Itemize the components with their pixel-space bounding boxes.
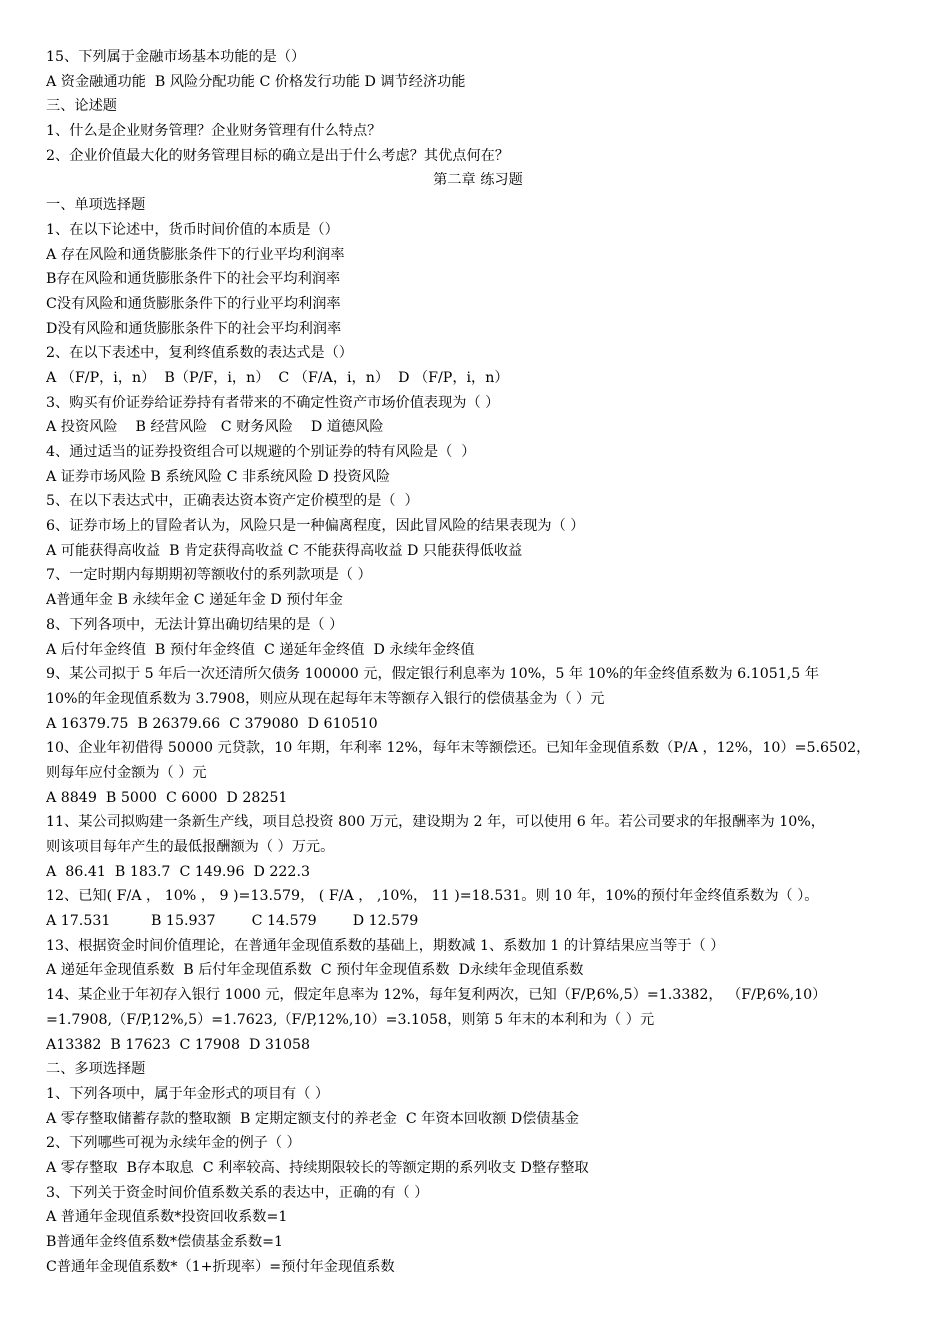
question-4: 4、通过适当的证券投资组合可以规避的个别证券的特有风险是（ ） [46, 444, 476, 460]
multi-question-2: 2、下列哪些可视为永续年金的例子（ ） [46, 1135, 301, 1152]
multi-option-3c: C普通年金现值系数*（1+折现率）=预付年金现值系数 [46, 1258, 395, 1275]
multi-question-3: 3、下列关于资金时间价值系数关系的表达中，正确的有（ ） [46, 1184, 429, 1201]
question-15: 15、下列属于金融市场基本功能的是（） [46, 49, 306, 65]
multi-question-1: 1、下列各项中，属于年金形式的项目有（ ） [46, 1085, 330, 1102]
options-14: A13382 B 17623 C 17908 D 31058 [46, 1036, 311, 1053]
options-8: A 后付年金终值 B 预付年金终值 C 递延年金终值 D 永续年金终值 [46, 641, 475, 658]
multi-options-1: A 零存整取储蓄存款的整取额 B 定期定额支付的养老金 C 年资本回收额 D偿债基金 [46, 1110, 579, 1127]
options-3: A 投资风险 B 经营风险 C 财务风险 D 道德风险 [46, 419, 384, 436]
multi-options-2: A 零存整取 B存本取息 C 利率较高、持续期限较长的等额定期的系列收支 D整存整取 [46, 1159, 589, 1176]
options-13: A 递延年金现值系数 B 后付年金现值系数 C 预付年金现值系数 D永续年金现值系数 [46, 962, 584, 979]
option-1a: A 存在风险和通货膨胀条件下的行业平均利润率 [46, 246, 345, 263]
section-heading-multi-choice: 二、多项选择题 [46, 1061, 146, 1078]
option-1b: B存在风险和通货膨胀条件下的社会平均利润率 [46, 271, 341, 288]
question-9-line-2: 10%的年金现值系数为 3.7908，则应从现在起每年末等额存入银行的偿债基金为（ ）元 [46, 690, 605, 707]
options-12: A 17.531 B 15.937 C 14.579 D 12.579 [46, 913, 419, 930]
question-12: 12、已知( F/A ， 10% ， 9 )=13.579， ( F/A ， ,10%， 11 )=18.531。则 10 年，10%的预付年金终值系数为（ ）。 [46, 888, 819, 905]
question-3: 3、购买有价证券给证券持有者带来的不确定性资产市场价值表现为（ ） [46, 394, 500, 411]
options-6: A 可能获得高收益 B 肯定获得高收益 C 不能获得高收益 D 只能获得低收益 [46, 542, 523, 559]
question-14-line-2: =1.7908,（F/P,12%,5）=1.7623,（F/P,12%,10）=3.1058，则第 5 年末的本利和为（ ）元 [46, 1011, 655, 1028]
question-9-line-1: 9、某公司拟于 5 年后一次还清所欠债务 100000 元，假定银行利息率为 10%，5 年 10%的年金终值系数为 6.1051,5 年 [46, 666, 820, 683]
question-8: 8、下列各项中，无法计算出确切结果的是（ ） [46, 616, 344, 633]
essay-question-1: 1、什么是企业财务管理？企业财务管理有什么特点？ [46, 123, 382, 140]
options-4: A 证券市场风险 B 系统风险 C 非系统风险 D 投资风险 [46, 468, 391, 485]
question-10-line-1: 10、企业年初借得 50000 元贷款，10 年期，年利率 12%，每年末等额偿还。已知年金现值系数（P/A ，12%，10）=5.6502， [46, 740, 871, 757]
options-2: A （F/P，i，n） B（P/F，i，n） C （F/A，i，n） D （F/P，i，n） [46, 369, 509, 386]
section-heading-essay: 三、论述题 [46, 98, 117, 115]
options-9: A 16379.75 B 26379.66 C 379080 D 610510 [46, 715, 378, 732]
options-10: A 8849 B 5000 C 6000 D 28251 [46, 789, 288, 806]
question-11-line-1: 11、某公司拟购建一条新生产线，项目总投资 800 万元，建设期为 2 年，可以使用 6 年。若公司要求的年报酬率为 10%， [46, 814, 825, 831]
option-1c: C没有风险和通货膨胀条件下的行业平均利润率 [46, 295, 341, 312]
question-10-line-2: 则每年应付金额为（ ）元 [46, 764, 207, 781]
multi-option-3a: A 普通年金现值系数*投资回收系数=1 [46, 1209, 288, 1226]
question-13: 13、根据资金时间价值理论，在普通年金现值系数的基础上，期数减 1、系数加 1 的计算结果应当等于（ ） [46, 937, 725, 954]
question-6: 6、证券市场上的冒险者认为，风险只是一种偏离程度，因此冒风险的结果表现为（ ） [46, 518, 585, 535]
section-heading-single-choice: 一、单项选择题 [46, 197, 146, 214]
question-14-line-1: 14、某企业于年初存入银行 1000 元，假定年息率为 12%，每年复利两次，已知（F/P,6%,5）=1.3382， （F/P,6%,10） [46, 987, 827, 1004]
question-7: 7、一定时期内每期期初等额收付的系列款项是（ ） [46, 567, 372, 584]
essay-question-2: 2、企业价值最大化的财务管理目标的确立是出于什么考虑？其优点何在？ [46, 147, 510, 164]
question-11-line-2: 则该项目每年产生的最低报酬额为（ ）万元。 [46, 839, 335, 855]
multi-option-3b: B普通年金终值系数*偿债基金系数=1 [46, 1234, 284, 1250]
question-2: 2、在以下表述中，复利终值系数的表达式是（） [46, 345, 353, 362]
question-5: 5、在以下表达式中，正确表达资本资产定价模型的是（ ） [46, 493, 419, 510]
options-7: A普通年金 B 永续年金 C 递延年金 D 预付年金 [46, 592, 343, 609]
options-11: A 86.41 B 183.7 C 149.96 D 222.3 [46, 863, 310, 880]
question-1: 1、在以下论述中，货币时间价值的本质是（） [46, 221, 339, 238]
chapter-title: 第二章 练习题 [433, 172, 523, 189]
options-15: A 资金融通功能 B 风险分配功能 C 价格发行功能 D 调节经济功能 [46, 73, 466, 90]
option-1d: D没有风险和通货膨胀条件下的社会平均利润率 [46, 320, 342, 337]
